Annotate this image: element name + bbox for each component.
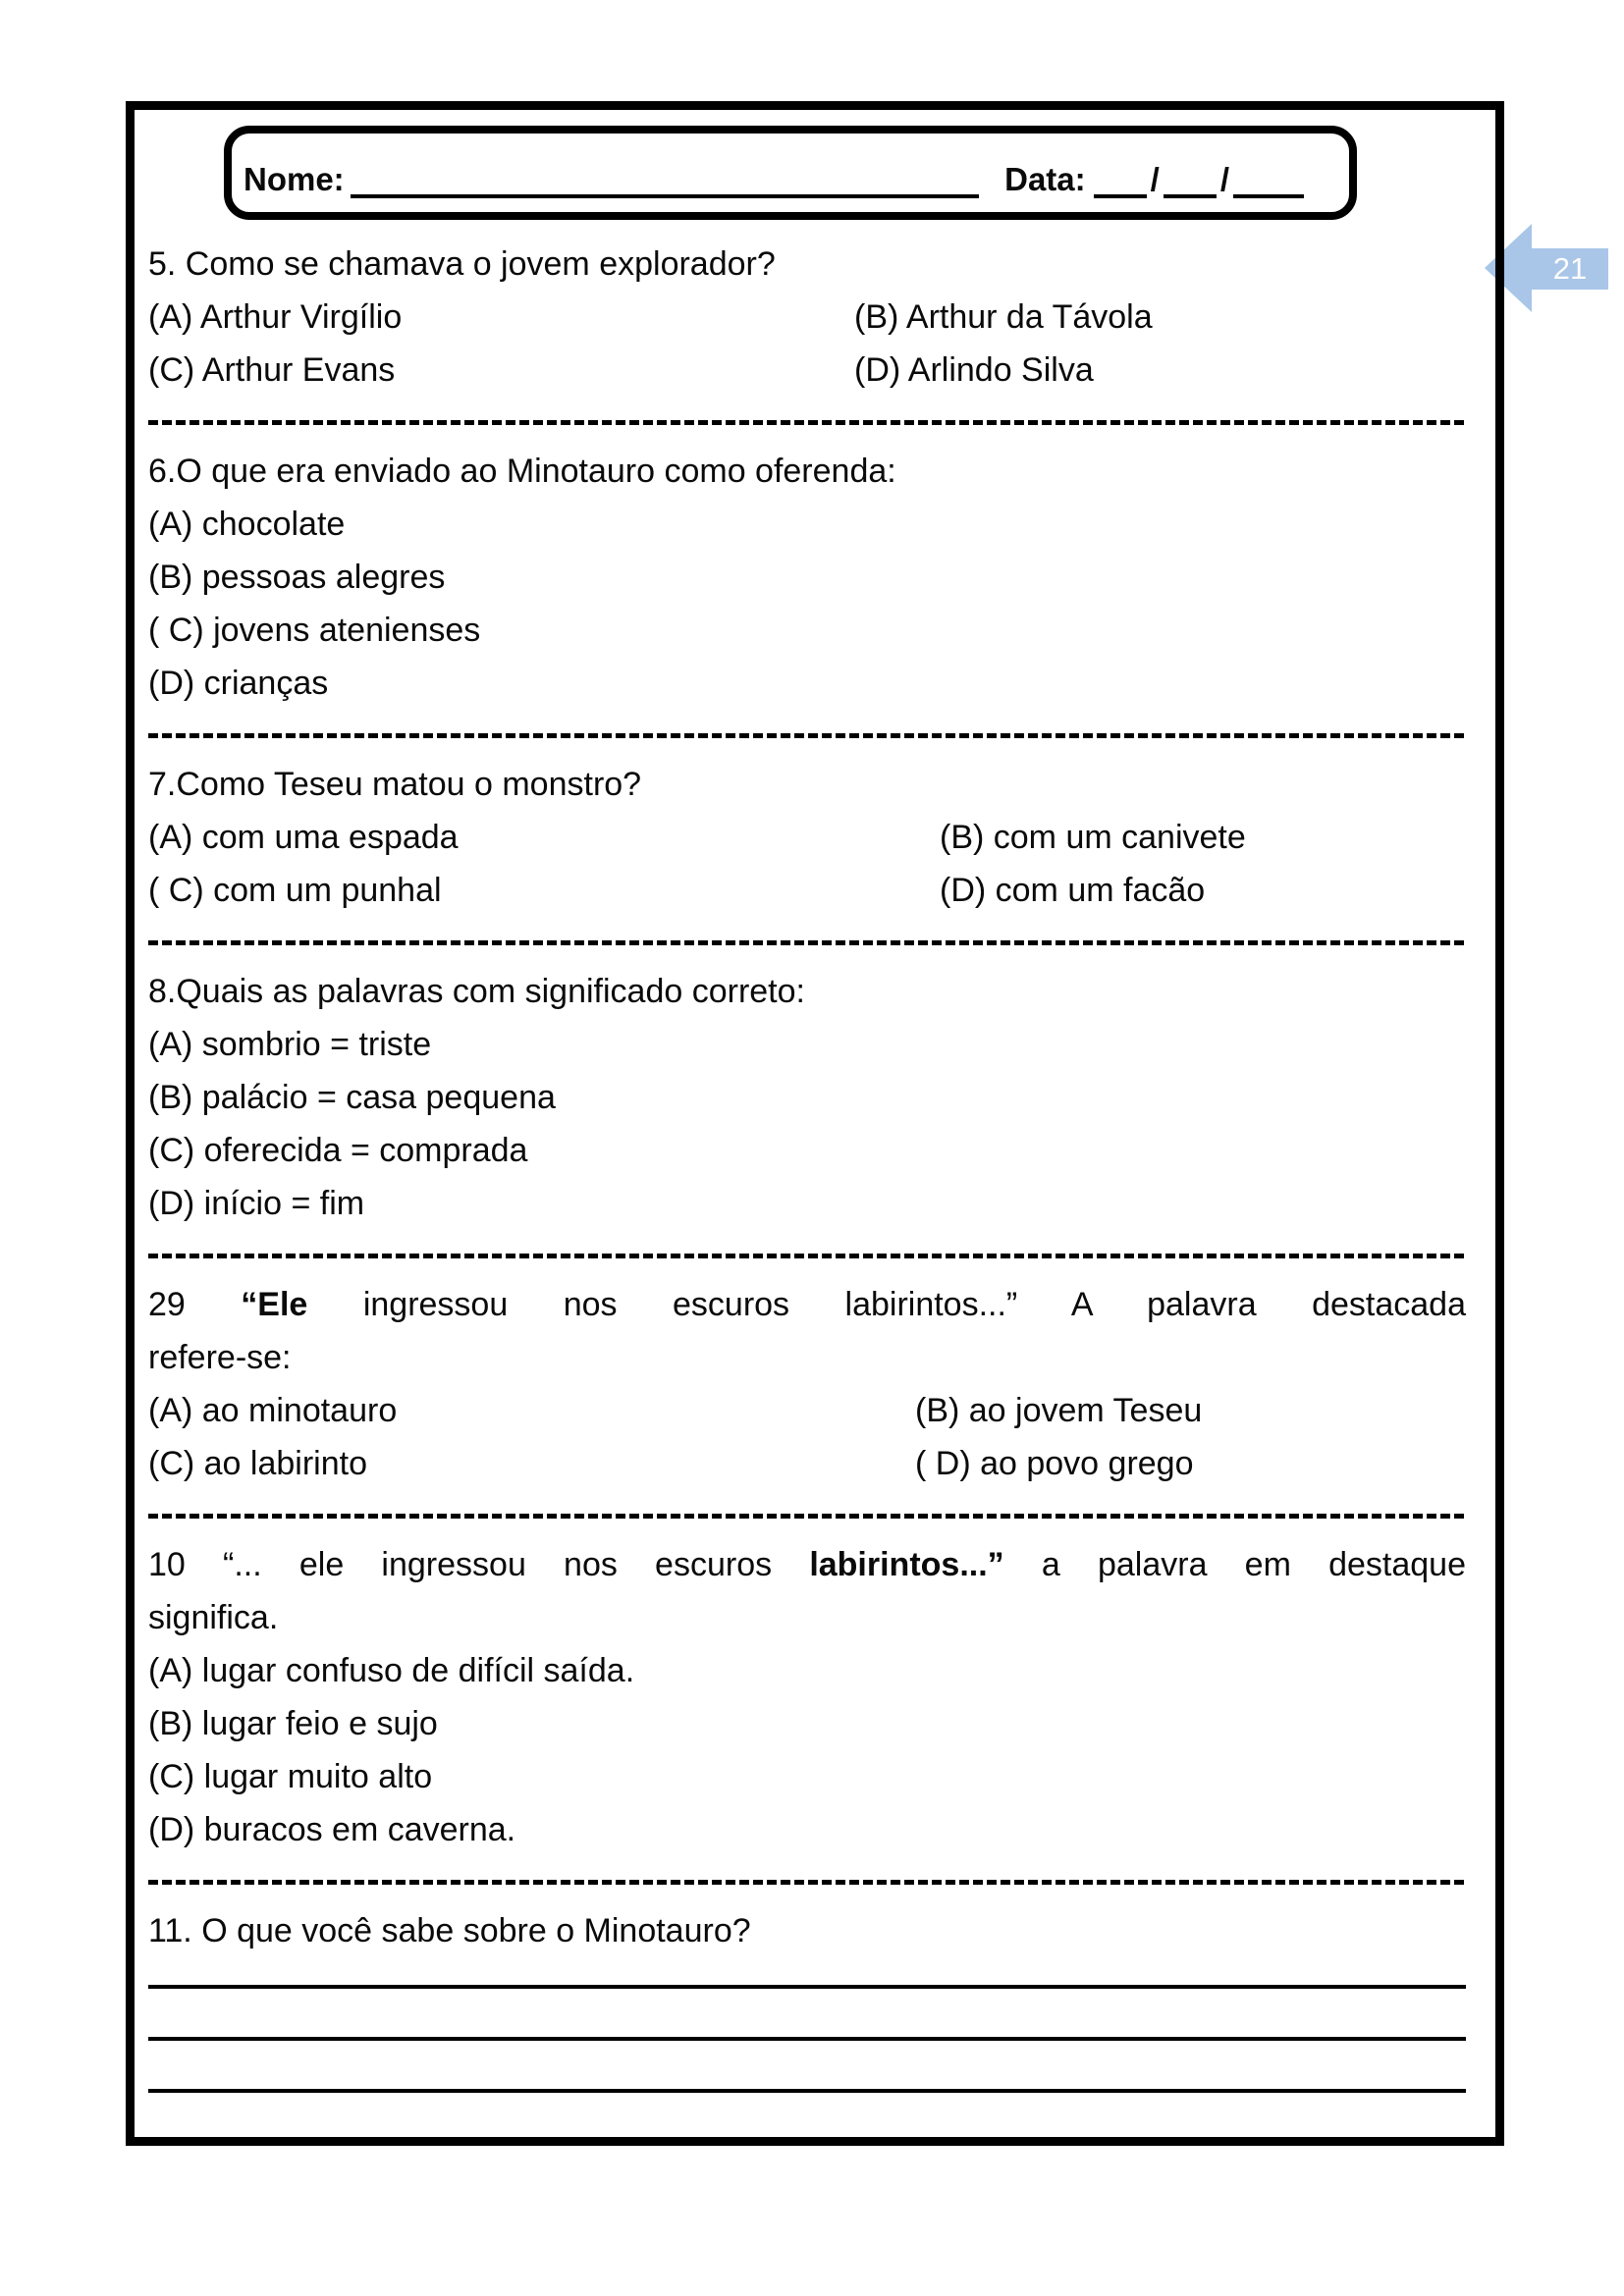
question-29-title-line-1 bbox=[148, 1278, 1466, 1331]
question-10 bbox=[148, 1538, 1466, 1856]
question-7-options-row-1 bbox=[148, 811, 1466, 864]
dashed-separator bbox=[148, 1514, 1466, 1519]
answer-blank-line-1[interactable] bbox=[148, 1985, 1466, 1989]
question-10-title-line-1 bbox=[148, 1538, 1466, 1591]
question-6-option-a[interactable]: (A) chocolate bbox=[148, 506, 346, 543]
question-5-options-row-2 bbox=[148, 344, 1466, 397]
dashed-separator bbox=[148, 420, 1466, 425]
question-29-option-c[interactable]: (C) ao labirinto bbox=[148, 1445, 367, 1482]
question-6-title: 6.O que era enviado ao Minotauro como oferenda: bbox=[148, 453, 896, 490]
question-29-title-rest: ingressou nos escuros labirintos...” A palavra destacada bbox=[307, 1286, 1467, 1323]
question-11 bbox=[148, 1904, 1466, 2093]
name-label: Nome: bbox=[244, 161, 345, 197]
name-date-box bbox=[224, 126, 1357, 220]
dashed-separator bbox=[148, 733, 1466, 738]
answer-blank-line-2[interactable] bbox=[148, 2037, 1466, 2041]
question-7-title: 7.Como Teseu matou o monstro? bbox=[148, 766, 642, 803]
dashed-separator bbox=[148, 1880, 1466, 1885]
question-10-option-d[interactable]: (D) buracos em caverna. bbox=[148, 1811, 516, 1848]
question-5-options-row-1 bbox=[148, 291, 1466, 344]
question-8 bbox=[148, 965, 1466, 1230]
question-29-option-a[interactable]: (A) ao minotauro bbox=[148, 1392, 398, 1429]
question-29-option-d[interactable]: ( D) ao povo grego bbox=[915, 1445, 1194, 1482]
question-10-option-b[interactable]: (B) lugar feio e sujo bbox=[148, 1705, 438, 1742]
question-7 bbox=[148, 758, 1466, 917]
question-10-number: 10 “... ele ingressou nos escuros bbox=[148, 1546, 810, 1583]
question-29 bbox=[148, 1278, 1466, 1490]
question-29-option-b[interactable]: (B) ao jovem Teseu bbox=[915, 1392, 1203, 1429]
question-6-option-b[interactable]: (B) pessoas alegres bbox=[148, 559, 446, 596]
date-month-blank[interactable] bbox=[1164, 163, 1217, 198]
question-5-option-b[interactable]: (B) Arthur da Távola bbox=[854, 298, 1153, 336]
question-7-option-b[interactable]: (B) com um canivete bbox=[940, 819, 1246, 856]
question-5-option-d[interactable]: (D) Arlindo Silva bbox=[854, 351, 1094, 389]
question-10-title-line-2: significa. bbox=[148, 1599, 279, 1636]
answer-blank-line-3[interactable] bbox=[148, 2089, 1466, 2093]
worksheet-frame bbox=[126, 101, 1504, 2146]
question-10-highlight-word: labirintos...” bbox=[809, 1546, 1004, 1583]
question-7-option-c[interactable]: ( C) com um punhal bbox=[148, 872, 442, 909]
question-5-option-a[interactable]: (A) Arthur Virgílio bbox=[148, 298, 403, 336]
question-5-option-c[interactable]: (C) Arthur Evans bbox=[148, 351, 396, 389]
question-8-option-d[interactable]: (D) início = fim bbox=[148, 1185, 365, 1222]
question-5 bbox=[148, 238, 1466, 397]
question-29-options-row-2 bbox=[148, 1437, 1466, 1490]
question-8-option-a[interactable]: (A) sombrio = triste bbox=[148, 1026, 432, 1063]
question-10-option-a[interactable]: (A) lugar confuso de difícil saída. bbox=[148, 1652, 635, 1689]
date-year-blank[interactable] bbox=[1233, 163, 1304, 198]
question-7-option-a[interactable]: (A) com uma espada bbox=[148, 819, 459, 856]
question-8-title: 8.Quais as palavras com significado correto: bbox=[148, 973, 805, 1010]
date-slash: / bbox=[1219, 161, 1229, 197]
question-29-number: 29 bbox=[148, 1286, 242, 1323]
question-29-title-line-2: refere-se: bbox=[148, 1339, 292, 1376]
question-29-highlight-word: “Ele bbox=[241, 1286, 308, 1323]
question-5-title: 5. Como se chamava o jovem explorador? bbox=[148, 245, 776, 283]
question-8-option-b[interactable]: (B) palácio = casa pequena bbox=[148, 1079, 556, 1116]
question-10-title-rest: a palavra em destaque bbox=[1003, 1546, 1466, 1583]
question-7-option-d[interactable]: (D) com um facão bbox=[940, 872, 1206, 909]
frame-border-overlap bbox=[1495, 218, 1504, 318]
date-label: Data: bbox=[1004, 161, 1086, 197]
question-8-option-c[interactable]: (C) oferecida = comprada bbox=[148, 1132, 528, 1169]
question-7-options-row-2 bbox=[148, 864, 1466, 917]
question-11-title: 11. O que você sabe sobre o Minotauro? bbox=[148, 1912, 751, 1949]
page-number: 21 bbox=[1552, 251, 1588, 286]
question-6-option-d[interactable]: (D) crianças bbox=[148, 665, 329, 702]
question-6-option-c[interactable]: ( C) jovens atenienses bbox=[148, 612, 481, 649]
dashed-separator bbox=[148, 1254, 1466, 1258]
date-day-blank[interactable] bbox=[1094, 163, 1147, 198]
question-10-option-c[interactable]: (C) lugar muito alto bbox=[148, 1758, 433, 1795]
dashed-separator bbox=[148, 940, 1466, 945]
question-6 bbox=[148, 445, 1466, 710]
question-29-options-row-1 bbox=[148, 1384, 1466, 1437]
date-slash: / bbox=[1150, 161, 1160, 197]
name-blank-line[interactable] bbox=[351, 163, 979, 198]
